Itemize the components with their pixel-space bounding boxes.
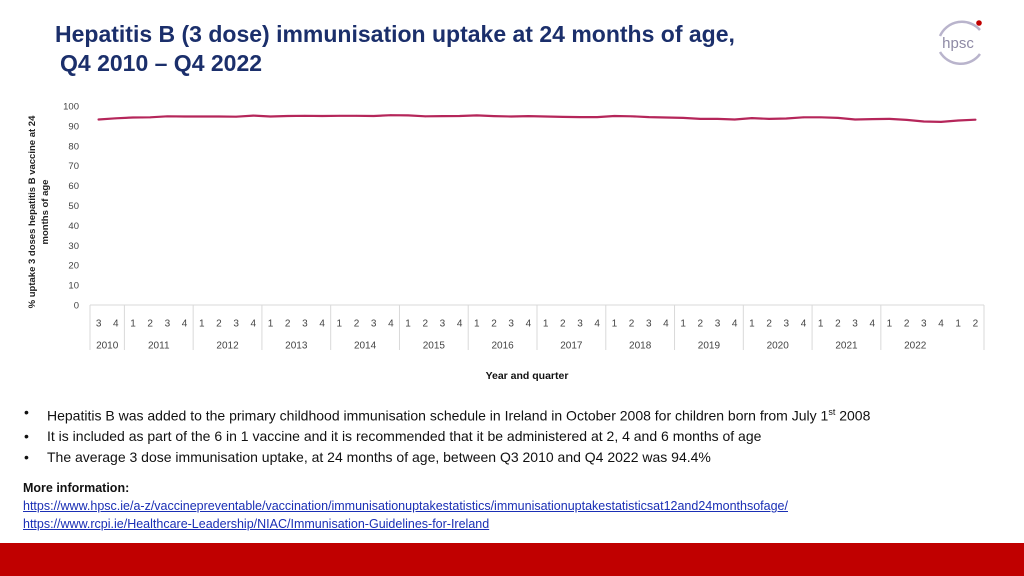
data-point [356,115,358,117]
note-text: Hepatitis B was added to the primary childhood immunisation schedule in Ireland in October 2008 for children born from July 1 [47,407,829,424]
data-point [803,116,805,118]
y-tick-label: 70 [68,161,79,173]
data-point [631,115,633,117]
x-tick-label-year: 2010 [96,340,119,352]
series-group [98,114,977,123]
data-point [184,116,186,118]
x-tick-label-year: 2016 [491,340,514,352]
data-point [734,119,736,121]
data-point [493,115,495,117]
data-point [648,116,650,118]
data-point [304,115,306,117]
data-point [785,118,787,120]
x-tick-label-quarter: 1 [130,318,136,330]
y-axis-label [27,115,51,308]
data-point [871,118,873,120]
y-tick-label: 20 [68,260,79,272]
x-tick-label-year: 2019 [697,340,721,352]
data-point [510,116,512,118]
page-title [55,20,855,78]
data-point [957,120,959,122]
x-tick-label-quarter: 4 [388,318,394,330]
x-tick-label-year: 2021 [835,340,858,352]
data-point [854,119,856,121]
data-point [321,115,323,117]
note-sup: st [828,407,836,417]
x-tick-label-quarter: 3 [783,318,790,330]
data-point [166,115,168,117]
data-point [252,115,254,117]
x-tick-label-quarter: 1 [405,318,411,330]
x-tick-label-quarter: 3 [302,318,308,330]
data-point [923,121,925,123]
x-tick-label-quarter: 1 [336,318,343,330]
data-point [699,118,701,120]
more-information [23,480,788,533]
note-text: It is included as part of the 6 in 1 vaccine and it is recommended that it be administered at 2, 4 and 6 months of age [47,428,762,445]
note-item [22,402,1012,426]
x-tick-label-year: 2020 [766,340,789,352]
logo-arc-bottom [940,52,980,64]
data-point [940,121,942,123]
logo-arc-top [940,22,980,36]
note-text: The average 3 dose immunisation uptake, at 24 months of age, between Q3 2010 and Q4 2022 was 94.4% [47,448,711,465]
y-tick-label: 80 [68,141,79,153]
x-tick-label-year: 2015 [422,340,445,352]
x-tick-label-quarter: 2 [491,318,497,330]
x-tick-label-quarter: 4 [456,318,463,330]
data-point [717,118,719,120]
data-point [889,118,891,120]
x-axis [90,305,984,352]
x-tick-label-quarter: 4 [869,318,876,330]
y-tick-label: 30 [68,240,79,252]
data-point [545,116,547,118]
x-tick-label-quarter: 1 [542,318,549,330]
x-tick-label-quarter: 4 [319,318,325,330]
notes-list [22,402,1012,467]
data-point [424,115,426,117]
data-point [579,116,581,118]
x-tick-label-quarter: 3 [714,318,721,330]
note-item [22,447,1012,468]
x-tick-label-quarter: 4 [250,318,257,330]
data-point [218,116,220,118]
data-point [596,116,598,118]
y-axis-ticks [63,102,79,312]
x-tick-label-quarter: 2 [972,318,979,330]
data-point [562,116,564,118]
rcpi-guidelines-link[interactable]: https://www.rcpi.ie/Healthcare-Leadership/NIAC/Immunisation-Guidelines-for-Ireland [23,517,490,531]
x-tick-label-quarter: 2 [560,318,566,330]
data-point [373,115,375,117]
data-point [665,117,667,119]
uptake-series-line [99,115,976,122]
x-tick-label-quarter: 2 [903,318,910,330]
x-tick-label-quarter: 1 [267,318,274,330]
data-point [407,114,409,116]
x-tick-label-quarter: 3 [645,318,652,330]
x-tick-label-quarter: 3 [439,318,446,330]
data-point [682,117,684,119]
logo-dot [976,20,982,26]
x-tick-label-year: 2012 [216,340,239,352]
x-tick-label-year: 2014 [353,340,377,352]
x-tick-label-quarter: 3 [852,318,858,330]
data-point [287,115,289,117]
data-point [459,115,461,117]
y-axis-label-line-2: months of age [40,179,51,245]
x-tick-label-quarter: 4 [663,318,669,330]
data-point [390,114,392,116]
x-tick-label-quarter: 4 [113,318,119,330]
x-axis-label: Year and quarter [485,370,569,382]
x-tick-label-quarter: 1 [955,318,961,330]
x-tick-label-quarter: 4 [594,318,600,330]
x-tick-label-quarter: 4 [731,318,738,330]
x-tick-label-quarter: 4 [525,318,532,330]
x-tick-label-quarter: 3 [577,318,583,330]
x-tick-label-quarter: 4 [181,318,188,330]
x-tick-label-quarter: 2 [353,318,360,330]
title-line-1: Hepatitis B (3 dose) immunisation uptake at 24 months of age, [55,21,735,47]
x-tick-label-quarter: 1 [198,318,205,330]
data-point [768,118,770,120]
hpsc-logo-mark [918,14,998,74]
more-information-label: More information: [23,481,130,495]
x-tick-label-quarter: 2 [284,318,291,330]
data-point [476,114,478,116]
x-tick-label-year: 2013 [285,340,308,352]
x-tick-label-quarter: 1 [611,318,618,330]
data-point [149,116,151,118]
uptake-line-chart [0,90,1024,385]
data-point [235,116,237,118]
y-tick-label: 90 [68,121,79,133]
title-line-2: Q4 2010 – Q4 2022 [60,50,263,76]
y-tick-label: 10 [68,280,79,292]
data-point [270,116,272,118]
data-point [338,115,340,117]
x-tick-label-quarter: 1 [474,318,480,330]
x-tick-label-year: 2022 [904,340,927,352]
x-tick-label-quarter: 4 [800,318,807,330]
logo-text: hpsc [942,35,974,52]
x-tick-label-quarter: 3 [164,318,171,330]
note-item [22,426,1012,447]
x-tick-label-quarter: 3 [508,318,514,330]
hpsc-uptake-link[interactable]: https://www.hpsc.ie/a-z/vaccinepreventable/vaccination/immunisationuptakestatistics/immunisationuptakestatisticsat12and24monthsofage/ [23,499,788,513]
x-tick-label-quarter: 2 [697,318,704,330]
data-point [613,115,615,117]
x-tick-label-quarter: 2 [216,318,222,330]
data-point [442,115,444,117]
x-tick-label-quarter: 2 [628,318,635,330]
x-tick-label-quarter: 3 [233,318,239,330]
x-tick-label-quarter: 2 [422,318,429,330]
y-tick-label: 60 [68,181,79,193]
x-tick-label-year: 2017 [560,340,583,352]
note-tail: 2008 [835,407,871,424]
data-point [820,116,822,118]
data-point [751,117,753,119]
x-tick-label-quarter: 3 [370,318,377,330]
data-point [98,119,100,121]
y-axis-label-line-1: % uptake 3 doses hepatitis B vaccine at 24 [27,115,38,309]
x-tick-label-quarter: 3 [95,318,102,330]
x-tick-label-quarter: 1 [680,318,686,330]
x-tick-label-quarter: 1 [886,318,893,330]
x-tick-label-year: 2011 [148,340,170,352]
data-point [837,117,839,119]
data-point [528,115,530,117]
x-tick-label-quarter: 2 [835,318,841,330]
x-tick-label-quarter: 1 [749,318,755,330]
x-tick-label-quarter: 3 [921,318,927,330]
hpsc-logo [918,14,998,74]
y-tick-label: 0 [73,300,79,312]
y-tick-label: 40 [68,220,79,232]
y-tick-label: 100 [63,101,79,113]
x-tick-label-quarter: 2 [766,318,772,330]
y-tick-label: 50 [68,201,79,212]
x-tick-label-quarter: 1 [817,318,824,330]
footer-bar [0,543,1024,576]
data-point [115,117,117,119]
x-tick-label-year: 2018 [629,340,652,352]
x-tick-label-quarter: 4 [938,318,944,330]
data-point [906,119,908,121]
data-point [132,117,134,119]
x-tick-label-quarter: 2 [147,318,153,330]
data-point [975,119,977,121]
data-point [201,116,203,118]
